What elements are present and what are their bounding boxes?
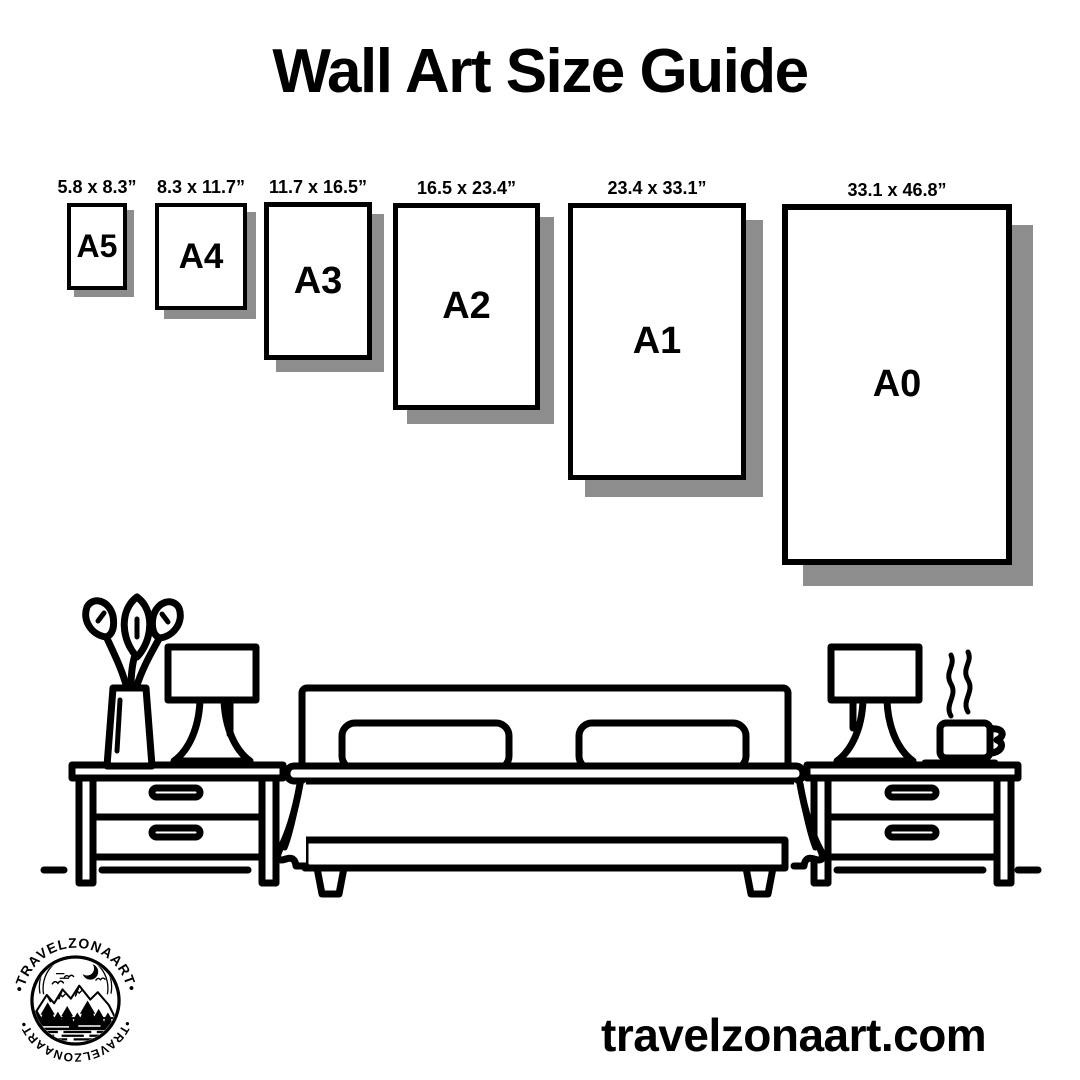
paper-size-a1 <box>568 178 746 480</box>
size-code-a2: A2 <box>442 285 491 327</box>
pillow-left <box>342 723 509 769</box>
dimension-label-a3: 11.7 x 16.5” <box>268 177 368 197</box>
dimension-label-a4: 8.3 x 11.7” <box>156 177 246 197</box>
size-code-a5: A5 <box>76 228 118 264</box>
logo-arc-text-bottom: •TRAVELZONAART• <box>16 1018 135 1065</box>
paper-size-a3 <box>264 177 372 360</box>
table-lamp-left-icon <box>168 647 256 761</box>
double-bed-icon <box>278 688 823 894</box>
coffee-cup-icon <box>925 652 1002 763</box>
size-code-a4: A4 <box>178 236 224 276</box>
nightstand-right-icon <box>807 765 1018 883</box>
brand-logo <box>6 931 145 1070</box>
pillow-right <box>579 723 746 769</box>
logo-arc-text-top: •TRAVELZONAART• <box>10 934 141 994</box>
table-lamp-right-icon <box>831 647 919 761</box>
paper-size-a0 <box>782 180 1012 565</box>
bedroom-illustration <box>0 580 1080 910</box>
dimension-label-a0: 33.1 x 46.8” <box>847 180 947 200</box>
dimension-label-a2: 16.5 x 23.4” <box>416 178 517 198</box>
size-code-a0: A0 <box>872 363 922 405</box>
paper-size-a2 <box>393 178 540 410</box>
website-url: travelzonaart.com <box>601 1009 987 1061</box>
size-code-a3: A3 <box>293 259 343 302</box>
dimension-label-a1: 23.4 x 33.1” <box>607 178 707 198</box>
paper-size-a5 <box>57 177 137 290</box>
size-code-a1: A1 <box>632 320 682 362</box>
nightstand-left-icon <box>72 765 283 883</box>
page-title: Wall Art Size Guide <box>272 37 808 106</box>
paper-size-a4 <box>155 177 247 310</box>
dimension-label-a5: 5.8 x 8.3” <box>57 177 137 197</box>
